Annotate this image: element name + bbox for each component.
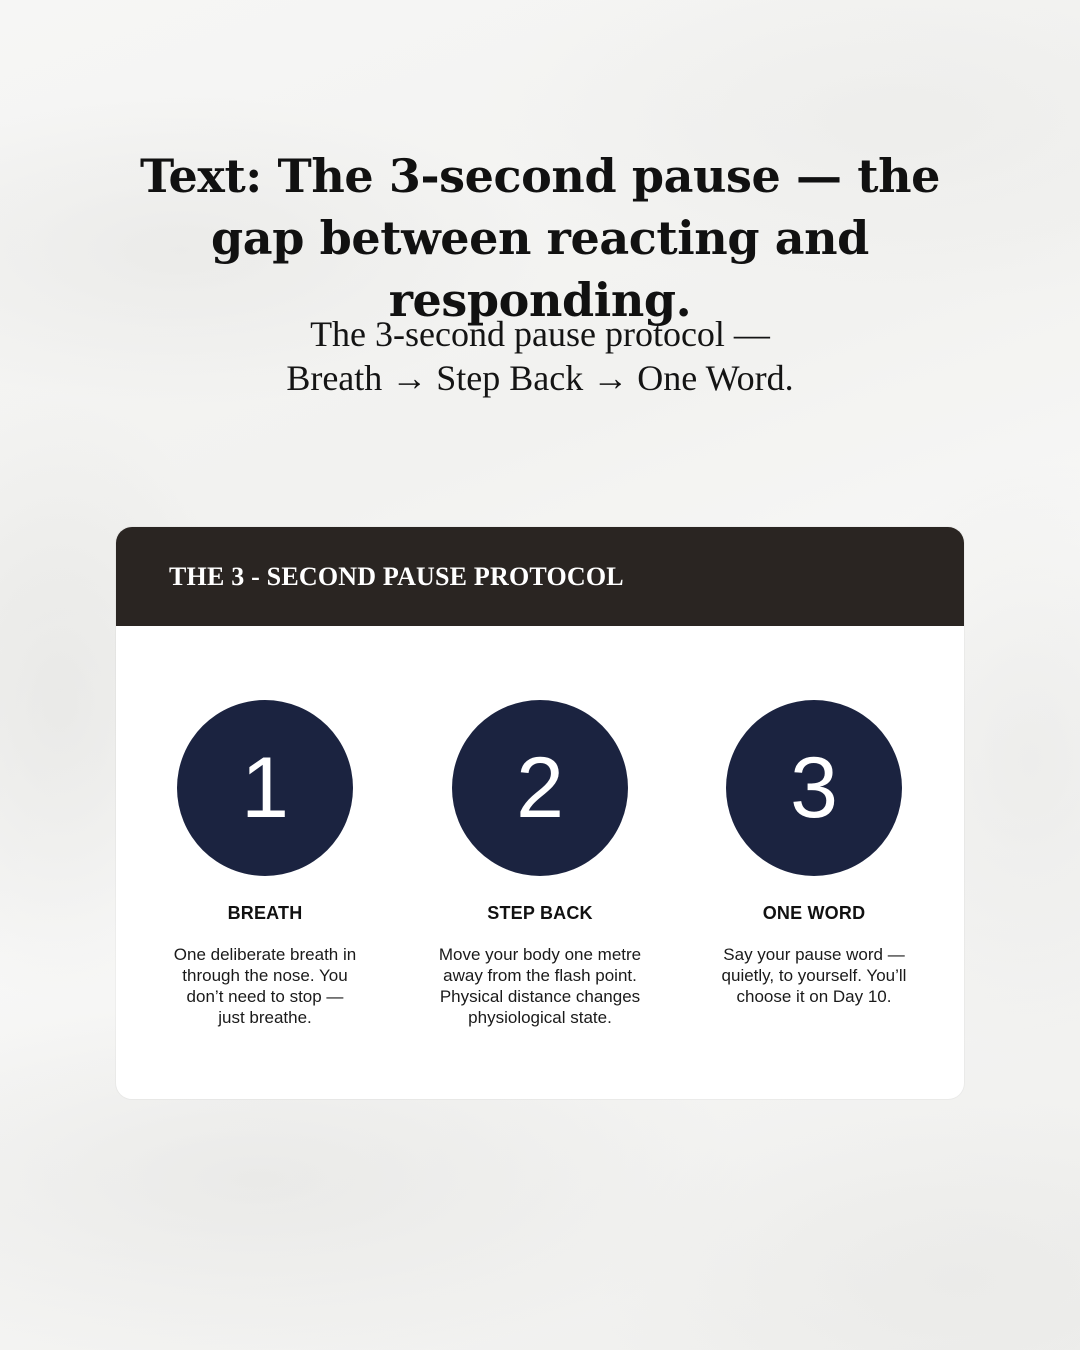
step-description-line: Move your body one metre — [438, 945, 642, 964]
protocol-steps — [116, 700, 964, 1080]
page-title: Text: The 3-second pause — the gap between reacting and responding. — [140, 149, 940, 327]
step-number-circle — [452, 700, 628, 876]
step-description — [135, 944, 395, 1028]
subtitle-line-1: The 3-second pause protocol — — [310, 314, 770, 354]
step-description-line: away from the flash point. — [443, 966, 637, 985]
step-breath — [135, 700, 395, 1028]
protocol-card-header — [116, 527, 964, 626]
step-description — [410, 944, 670, 1028]
step-description-line: through the nose. You — [182, 966, 348, 985]
step-number-circle — [177, 700, 353, 876]
step-number-circle — [726, 700, 902, 876]
step-title: ONE WORD — [762, 903, 866, 923]
step-description — [684, 944, 944, 1007]
protocol-card — [116, 527, 964, 1099]
step-description-line: choose it on Day 10. — [736, 987, 892, 1006]
step-one-word — [684, 700, 944, 1007]
step-description-line: One deliberate breath in — [173, 945, 357, 964]
step-description-line: physiological state. — [468, 1008, 612, 1027]
step-description-line: Say your pause word — — [723, 945, 905, 964]
step-number: 2 — [516, 740, 564, 836]
step-description-line: Physical distance changes — [439, 987, 641, 1006]
step-number: 1 — [241, 740, 289, 836]
step-step-back — [410, 700, 670, 1028]
step-description-line: quietly, to yourself. You’ll — [721, 966, 907, 985]
step-title: BREATH — [227, 903, 303, 923]
subtitle-line-2: Breath → Step Back → One Word. — [286, 358, 794, 398]
step-title: STEP BACK — [487, 903, 593, 923]
step-number: 3 — [790, 740, 838, 836]
protocol-card-title: THE 3 - SECOND PAUSE PROTOCOL — [169, 561, 624, 591]
page-subtitle — [140, 312, 940, 400]
step-description-line: just breathe. — [218, 1008, 312, 1027]
step-description-line: don’t need to stop — — [186, 987, 344, 1006]
